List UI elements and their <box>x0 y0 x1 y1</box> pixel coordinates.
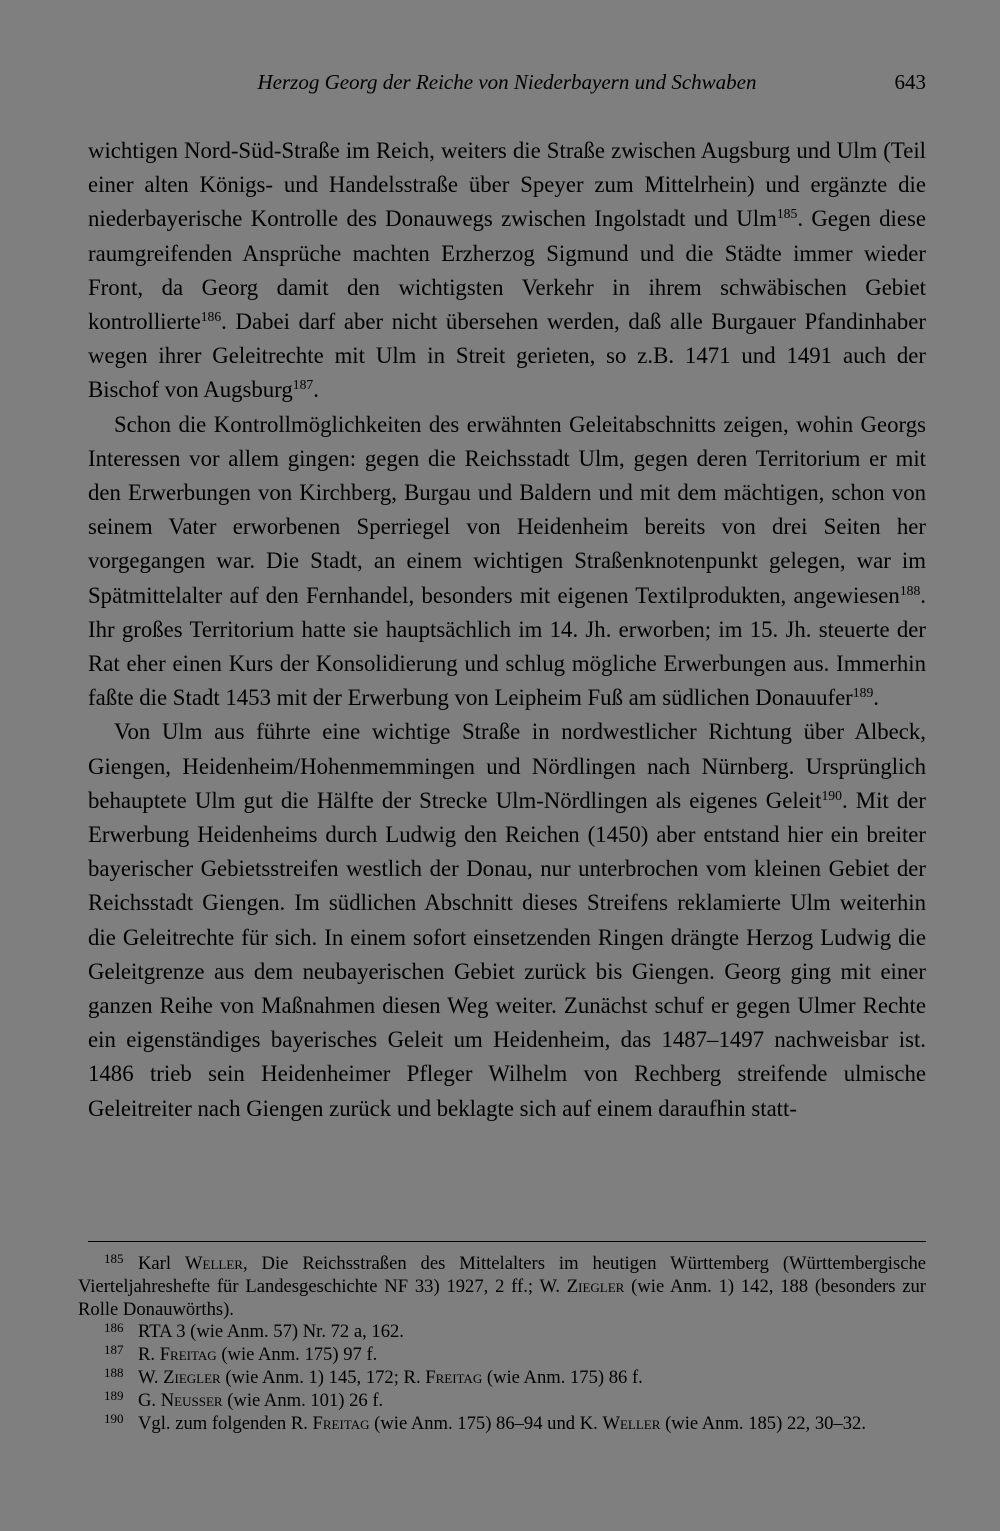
author-name: Weller <box>184 1253 243 1274</box>
paragraph <box>88 408 926 716</box>
author-name: Weller <box>602 1412 661 1434</box>
footnote-text: RTA 3 (wie Anm. 57) Nr. 72 a, 162. <box>138 1321 404 1343</box>
text-segment: wichtigen Nord-Süd-Straße im Reich, weiters die Straße zwischen Augsburg und Ulm (Teil einer alten Königs- und Handelsstraße über Speyer zum Mittelrhein) und ergänzte die niederbayerische Kontrolle des Donauwegs zwischen Ingolstadt und Ulm <box>88 138 926 232</box>
text-segment: . Gegen diese raumgreifenden Ansprüche machten Erzherzog Sigmund und die Städte immer wieder Front, da Georg damit den wichtigsten Verkehr in ihrem schwäbischen Gebiet kontrollierte <box>88 206 927 335</box>
footnote-text: G. <box>138 1389 161 1411</box>
author-name: Ziegler <box>163 1366 221 1388</box>
footnote-ref: 188 <box>899 582 921 598</box>
author-name: Freitag <box>425 1366 483 1388</box>
footnote-ref: 186 <box>200 308 222 324</box>
footnote: 185 Karl Weller, Die Reichsstraßen des Mittelalters im heutigen Württemberg (Württembergische Vierteljahreshefte für Landesgeschichte NF 33) 1927, 2 ff.; W. Ziegler (wie Anm. 1) 142, 188 (besonders zur Rolle Donauwörths). <box>78 1251 927 1320</box>
footnote: 190 Vgl. zum folgenden R. Freitag (wie Anm. 175) 86–94 und K. Weller (wie Anm. 185) 22, 30–32. <box>104 1410 866 1434</box>
footnote-text: (wie Anm. 1) 142, 188 (besonders zur Rolle Donauwörths). <box>78 1275 926 1320</box>
footnote-text: , Die Reichsstraßen des Mittelalters im heutigen Württemberg (Württembergische Vierteljahreshefte für Landesgeschichte NF 33) 1927, 2 ff.; W. <box>78 1253 927 1297</box>
footnote-ref: 185 <box>776 206 798 222</box>
footnote-text: (wie Anm. 185) 22, 30–32. <box>660 1412 866 1434</box>
page-header <box>88 70 926 100</box>
footnote: 189 G. Neusser (wie Anm. 101) 26 f. <box>104 1387 384 1411</box>
text-segment: . Ihr großes Territorium hatte sie hauptsächlich im 14. Jh. erworben; im 15. Jh. steuerte der Rat eher einen Kurs der Konsolidierung und schlug mögliche Erwerbungen aus. Immerhin faßte die Stadt 1453 mit der Erwerbung von Leipheim Fuß am südlichen Donauufer <box>88 582 926 711</box>
footnote-text: W. <box>138 1366 164 1388</box>
footnotes <box>78 1253 926 1435</box>
text-segment: Schon die Kontrollmöglichkeiten des erwähnten Geleitabschnitts zeigen, wohin Georgs Interessen vor allem gingen: gegen die Reichsstadt Ulm, gegen deren Territorium er mit den Erwerbungen von Kirchberg, Burgau und Baldern und mit dem mächtigen, schon von seinem Vater erworbenen Sperriegel von Heidenheim bereits von drei Seiten her vorgegangen war. Die Stadt, an einem wichtigen Straßenknotenpunkt gelegen, war im Spätmittelalter auf den Fernhandel, besonders mit eigenen Textilprodukten, angewiesen <box>88 411 926 608</box>
footnote-text: (wie Anm. 1) 145, 172; R. <box>220 1366 426 1388</box>
text-segment: . Dabei darf aber nicht übersehen werden, daß alle Burgauer Pfandinhaber wegen ihrer Geleitrechte mit Ulm in Streit gerieten, so z.B. 1471 und 1491 auch der Bischof von Augsburg <box>88 309 926 403</box>
footnote-text: (wie Anm. 101) 26 f. <box>222 1389 384 1411</box>
author-name: Ziegler <box>566 1275 625 1297</box>
footnote-text: Karl <box>138 1253 185 1274</box>
footnote: 186 RTA 3 (wie Anm. 57) Nr. 72 a, 162. <box>104 1319 404 1343</box>
footnote-text: (wie Anm. 175) 86 f. <box>482 1366 643 1388</box>
footnote-ref: 189 <box>852 685 874 701</box>
footnote: 188 W. Ziegler (wie Anm. 1) 145, 172; R. Freitag (wie Anm. 175) 86 f. <box>104 1365 643 1388</box>
footnote-text: R. <box>138 1344 160 1366</box>
footnote-text: (wie Anm. 175) 97 f. <box>216 1344 378 1366</box>
text-segment: Von Ulm aus führte eine wichtige Straße in nordwestlicher Richtung über Albeck, Giengen, Heidenheim/Hohenmemmingen und Nördlingen nach Nürnberg. Ursprünglich behauptete Ulm gut die Hälfte der Strecke Ulm-Nördlingen als eigenes Geleit <box>88 719 926 813</box>
footnote-ref: 190 <box>821 787 842 803</box>
footnote: 187 R. Freitag (wie Anm. 175) 97 f. <box>104 1342 378 1366</box>
text-segment: . Mit der Erwerbung Heidenheims durch Ludwig den Reichen (1450) aber entstand hier ein breiter bayerischer Gebietsstreifen westlich der Donau, nur unterbrochen vom kleinen Gebiet der Reichsstadt Giengen. Im südlichen Abschnitt dieses Streifens reklamierte Ulm weiterhin die Geleitrechte für sich. In einem sofort einsetzenden Ringen drängte Herzog Ludwig die Geleitgrenze aus dem neubayerischen Gebiet zurück bis Giengen. Georg ging mit einer ganzen Reihe von Maßnahmen diesen Weg weiter. Zunächst schuf er gegen Ulmer Rechte ein eigenständiges bayerisches Geleit um Heidenheim, das 1487–1497 nachweisbar ist. 1486 trieb sein Heidenheimer Pfleger Wilhelm von Rechberg streifende ulmische Geleitreiter nach Giengen zurück und beklagte sich auf einem daraufhin statt- <box>88 787 926 1121</box>
author-name: Neusser <box>160 1389 223 1411</box>
page-number: 643 <box>894 70 926 94</box>
footnote-ref: 187 <box>292 377 314 393</box>
text-segment: . <box>313 377 319 403</box>
author-name: Freitag <box>312 1412 370 1434</box>
paragraph <box>88 134 926 408</box>
paragraph <box>88 715 926 1125</box>
running-title: Herzog Georg der Reiche von Niederbayern und Schwaben <box>257 70 757 94</box>
footnote-divider <box>88 1241 926 1242</box>
footnote-text: (wie Anm. 175) 86–94 und K. <box>369 1412 603 1434</box>
text-segment: . <box>873 685 879 711</box>
main-text <box>88 134 926 1126</box>
footnote-text: Vgl. zum folgenden R. <box>138 1412 313 1434</box>
author-name: Freitag <box>159 1344 217 1366</box>
